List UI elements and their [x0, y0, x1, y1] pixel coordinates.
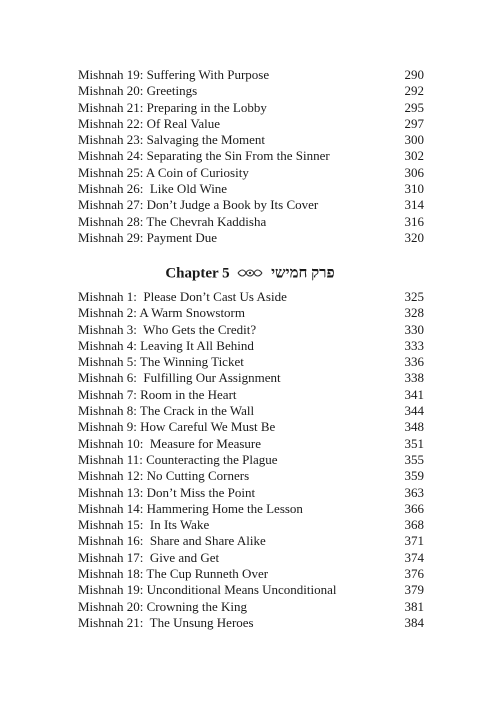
toc-entry	[78, 100, 424, 116]
toc-entry-page-number: 310	[404, 181, 424, 197]
toc-entry-title: Mishnah 29: Payment Due	[78, 229, 218, 245]
toc-entry	[78, 533, 424, 549]
toc-entry-title: Mishnah 14: Hammering Home the Lesson	[78, 500, 303, 516]
toc-entry-title: Mishnah 9: How Careful We Must Be	[78, 419, 276, 435]
toc-entry-title: Mishnah 23: Salvaging the Moment	[78, 132, 266, 148]
toc-entry-page-number: 368	[404, 517, 424, 533]
toc-entry-page-number: 328	[404, 305, 424, 321]
toc-entry-page-number: 330	[404, 321, 424, 337]
toc-entry	[78, 214, 424, 230]
toc-entry	[78, 599, 424, 615]
toc-entry-title: Mishnah 26: Like Old Wine	[78, 181, 228, 197]
toc-entry	[78, 403, 424, 419]
toc-entry-title: Mishnah 4: Leaving It All Behind	[78, 337, 254, 353]
toc-entry-page-number: 371	[404, 533, 424, 549]
toc-entry	[78, 550, 424, 566]
toc-entry-page-number: 366	[404, 500, 424, 516]
toc-entry-title: Mishnah 28: The Chevrah Kaddisha	[78, 213, 267, 229]
toc-entry-title: Mishnah 17: Give and Get	[78, 549, 220, 565]
toc-entry-page-number: 292	[404, 83, 424, 99]
toc-entry-title: Mishnah 16: Share and Share Alike	[78, 533, 266, 549]
toc-entry-page-number: 351	[404, 435, 424, 451]
toc-entry-page-number: 290	[404, 67, 424, 82]
toc-entry-page-number: 325	[404, 289, 424, 304]
toc-entry-page-number: 314	[404, 197, 424, 213]
toc-entry	[78, 517, 424, 533]
toc-entry-page-number: 297	[404, 115, 424, 131]
toc-entry	[78, 289, 424, 305]
toc-entry-title: Mishnah 13: Don’t Miss the Point	[78, 484, 256, 500]
toc-entry-page-number: 336	[404, 354, 424, 370]
toc-entry	[78, 230, 424, 246]
toc-entry-page-number: 374	[404, 549, 424, 565]
toc-entry-page-number: 381	[404, 598, 424, 614]
toc-entry	[78, 305, 424, 321]
toc-entry-page-number: 320	[404, 229, 424, 245]
toc-entry	[78, 354, 424, 370]
toc-entry-title: Mishnah 20: Greetings	[78, 83, 198, 99]
toc-entry	[78, 322, 424, 338]
toc-list-chapter-4-continued	[78, 67, 424, 246]
toc-entry	[78, 501, 424, 517]
toc-entry-page-number: 376	[404, 566, 424, 582]
toc-entry-page-number: 363	[404, 484, 424, 500]
toc-entry	[78, 582, 424, 598]
toc-entry	[78, 197, 424, 213]
toc-entry-title: Mishnah 12: No Cutting Corners	[78, 468, 250, 484]
toc-entry-page-number: 300	[404, 132, 424, 148]
toc-entry-title: Mishnah 11: Counteracting the Plague	[78, 451, 278, 467]
toc-entry-title: Mishnah 27: Don’t Judge a Book by Its Cover	[78, 197, 319, 213]
chapter-5-heading	[0, 263, 500, 284]
toc-entry-title: Mishnah 18: The Cup Runneth Over	[78, 566, 269, 582]
toc-entry-page-number: 302	[404, 148, 424, 164]
toc-entry-title: Mishnah 3: Who Gets the Credit?	[78, 321, 257, 337]
toc-entry-page-number: 355	[404, 451, 424, 467]
toc-entry-page-number: 316	[404, 213, 424, 229]
toc-entry	[78, 468, 424, 484]
toc-entry	[78, 148, 424, 164]
toc-entry-title: Mishnah 20: Crowning the King	[78, 598, 247, 614]
toc-entry-page-number: 348	[404, 419, 424, 435]
toc-entry-title: Mishnah 5: The Winning Ticket	[78, 354, 244, 370]
toc-entry-page-number: 384	[404, 614, 424, 630]
scroll-ornament-icon	[237, 264, 263, 284]
toc-entry	[78, 419, 424, 435]
toc-entry-title: Mishnah 19: Suffering With Purpose	[78, 67, 270, 82]
toc-entry	[78, 566, 424, 582]
toc-entry-title: Mishnah 2: A Warm Snowstorm	[78, 305, 246, 321]
toc-entry-page-number: 379	[404, 582, 424, 598]
toc-entry-title: Mishnah 1: Please Don’t Cast Us Aside	[78, 289, 287, 304]
toc-entry-title: Mishnah 10: Measure for Measure	[78, 435, 262, 451]
toc-entry	[78, 116, 424, 132]
toc-list-chapter-5	[78, 289, 424, 631]
toc-entry	[78, 83, 424, 99]
toc-entry-title: Mishnah 25: A Coin of Curiosity	[78, 164, 249, 180]
toc-entry	[78, 452, 424, 468]
toc-entry-page-number: 344	[404, 403, 424, 419]
toc-entry-page-number: 333	[404, 337, 424, 353]
toc-entry-title: Mishnah 24: Separating the Sin From the Sinner	[78, 148, 330, 164]
toc-entry	[78, 181, 424, 197]
toc-entry	[78, 387, 424, 403]
toc-entry-title: Mishnah 21: Preparing in the Lobby	[78, 99, 267, 115]
toc-entry-page-number: 306	[404, 164, 424, 180]
toc-entry	[78, 436, 424, 452]
toc-entry	[78, 615, 424, 631]
toc-entry	[78, 338, 424, 354]
toc-entry	[78, 132, 424, 148]
toc-entry-title: Mishnah 8: The Crack in the Wall	[78, 403, 255, 419]
toc-entry-title: Mishnah 7: Room in the Heart	[78, 386, 237, 402]
chapter-title: Chapter 5	[165, 265, 230, 282]
toc-entry-page-number: 359	[404, 468, 424, 484]
toc-entry-page-number: 338	[404, 370, 424, 386]
toc-entry	[78, 370, 424, 386]
toc-entry-title: Mishnah 22: Of Real Value	[78, 115, 221, 131]
toc-entry	[78, 485, 424, 501]
toc-entry-title: Mishnah 21: The Unsung Heroes	[78, 614, 254, 630]
toc-entry	[78, 165, 424, 181]
toc-entry-page-number: 341	[404, 386, 424, 402]
toc-entry-title: Mishnah 19: Unconditional Means Unconditional	[78, 582, 337, 598]
toc-entry-title: Mishnah 6: Fulfilling Our Assignment	[78, 370, 281, 386]
toc-entry-title: Mishnah 15: In Its Wake	[78, 517, 210, 533]
toc-entry	[78, 67, 424, 83]
toc-entry-page-number: 295	[404, 99, 424, 115]
chapter-title-hebrew: פרק חמישי	[271, 265, 335, 282]
